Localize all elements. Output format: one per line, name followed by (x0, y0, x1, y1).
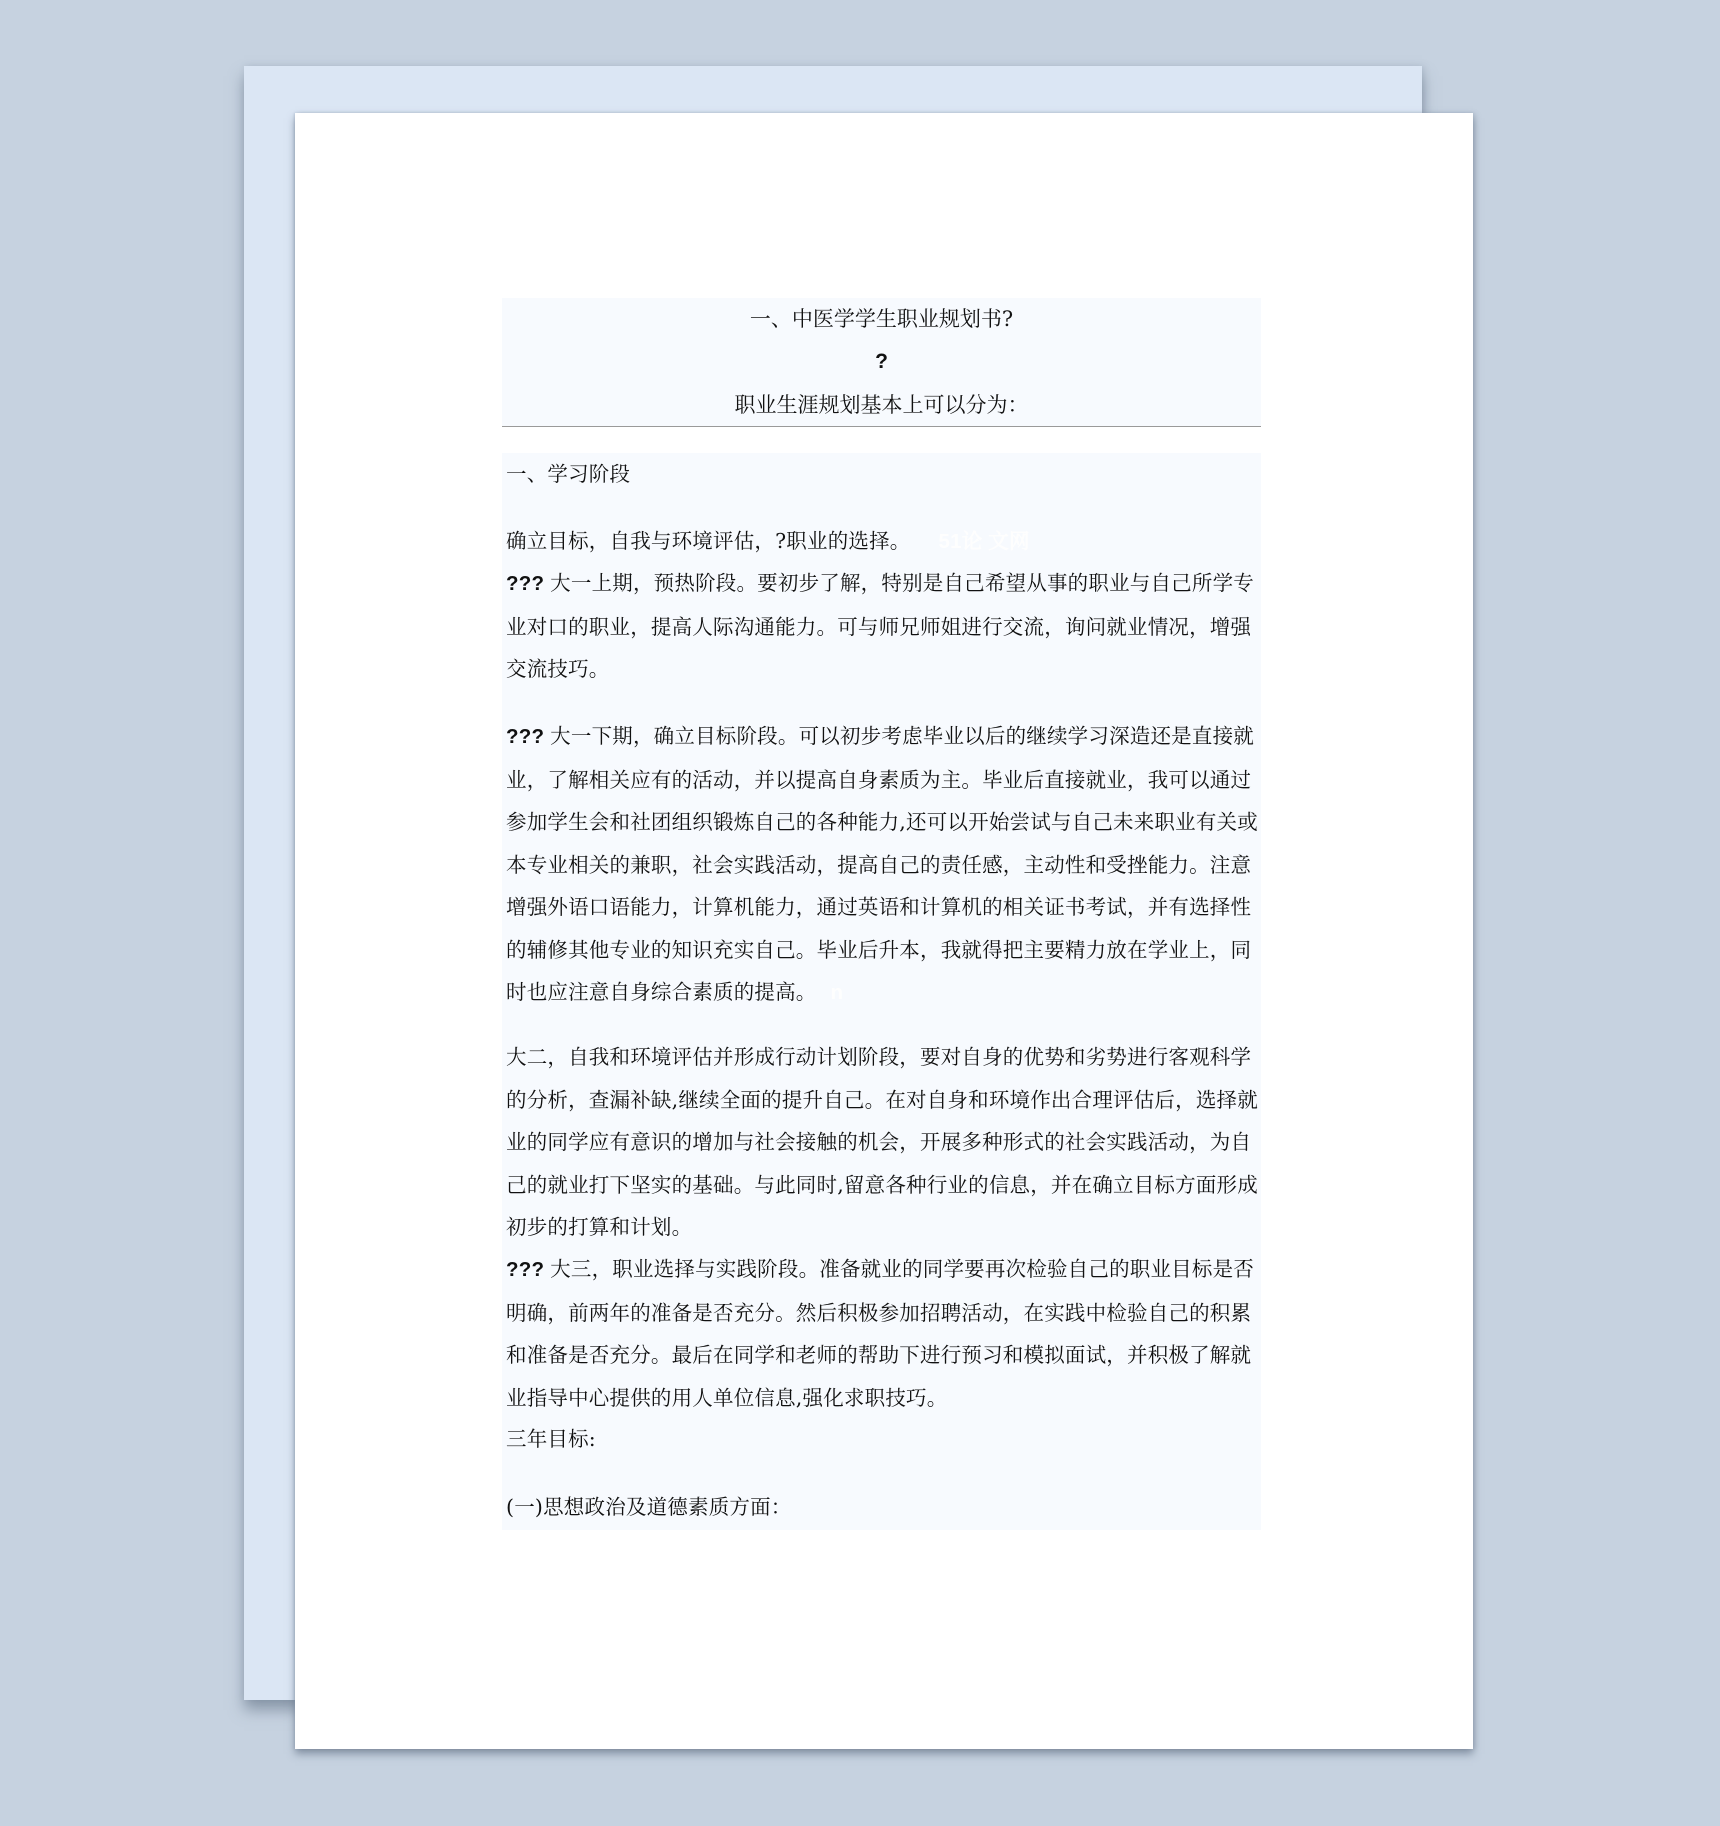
bullet-marker: ??? (506, 572, 545, 595)
bullet-marker: ??? (506, 725, 545, 748)
document-header (502, 298, 1261, 427)
subsection-heading: (一)思想政治及道德素质方面： (506, 1495, 792, 1519)
summary-text: 确立目标，自我与环境评估，?职业的选择。 (506, 529, 911, 553)
summary-line (506, 520, 1258, 564)
bullet-marker: ??? (506, 1258, 545, 1281)
watermark-text: n (830, 981, 844, 1004)
document-intro: 职业生涯规划基本上可以分为： (734, 393, 1029, 417)
paragraph-sophomore (506, 1036, 1258, 1249)
watermark-text: 51论 文网 (938, 530, 1030, 553)
document-body (502, 453, 1261, 1530)
paragraph-text: 大三，职业选择与实践阶段。准备就业的同学要再次检验自己的职业目标是否明确，前两年的准备是否充分。然后积极参加招聘活动，在实践中检验自己的积累和准备是否充分。最后在同学和老师的帮助下进行预习和模拟面试，并积极了解就业指导中心提供的用人单位信息,强化求职技巧。 (506, 1257, 1254, 1410)
paragraph-freshman-second-term (506, 715, 1258, 1015)
paragraph-freshman-first-term (506, 562, 1258, 691)
section-heading: 一、学习阶段 (506, 462, 631, 486)
goals-heading: 三年目标: (506, 1427, 596, 1451)
paragraph-text: 大一下期，确立目标阶段。可以初步考虑毕业以后的继续学习深造还是直接就业，了解相关应有的活动，并以提高自身素质为主。毕业后直接就业，我可以通过参加学生会和社团组织锻炼自己的各种能力,还可以开始尝试与自己未来职业有关或本专业相关的兼职，社会实践活动，提高自己的责任感，主动性和受挫能力。注意增强外语口语能力，计算机能力，通过英语和计算机的相关证书考试，并有选择性的辅修其他专业的知识充实自己。毕业后升本，我就得把主要精力放在学业上，同时也应注意自身综合素质的提高。 (506, 724, 1258, 1004)
paragraph-text: 大二，自我和环境评估并形成行动计划阶段，要对自身的优势和劣势进行客观科学的分析，查漏补缺,继续全面的提升自己。在对自身和环境作出合理评估后，选择就业的同学应有意识的增加与社会接触的机会，开展多种形式的社会实践活动，为自己的就业打下坚实的基础。与此同时,留意各种行业的信息，并在确立目标方面形成初步的打算和计划。 (506, 1045, 1258, 1239)
paragraph-junior (506, 1248, 1258, 1419)
document-subtitle: ? (875, 350, 888, 373)
document-title: 一、中医学学生职业规划书? (749, 307, 1014, 331)
paragraph-text: 大一上期，预热阶段。要初步了解，特别是自己希望从事的职业与自己所学专业对口的职业，提高人际沟通能力。可与师兄师姐进行交流，询问就业情况，增强交流技巧。 (506, 571, 1254, 681)
